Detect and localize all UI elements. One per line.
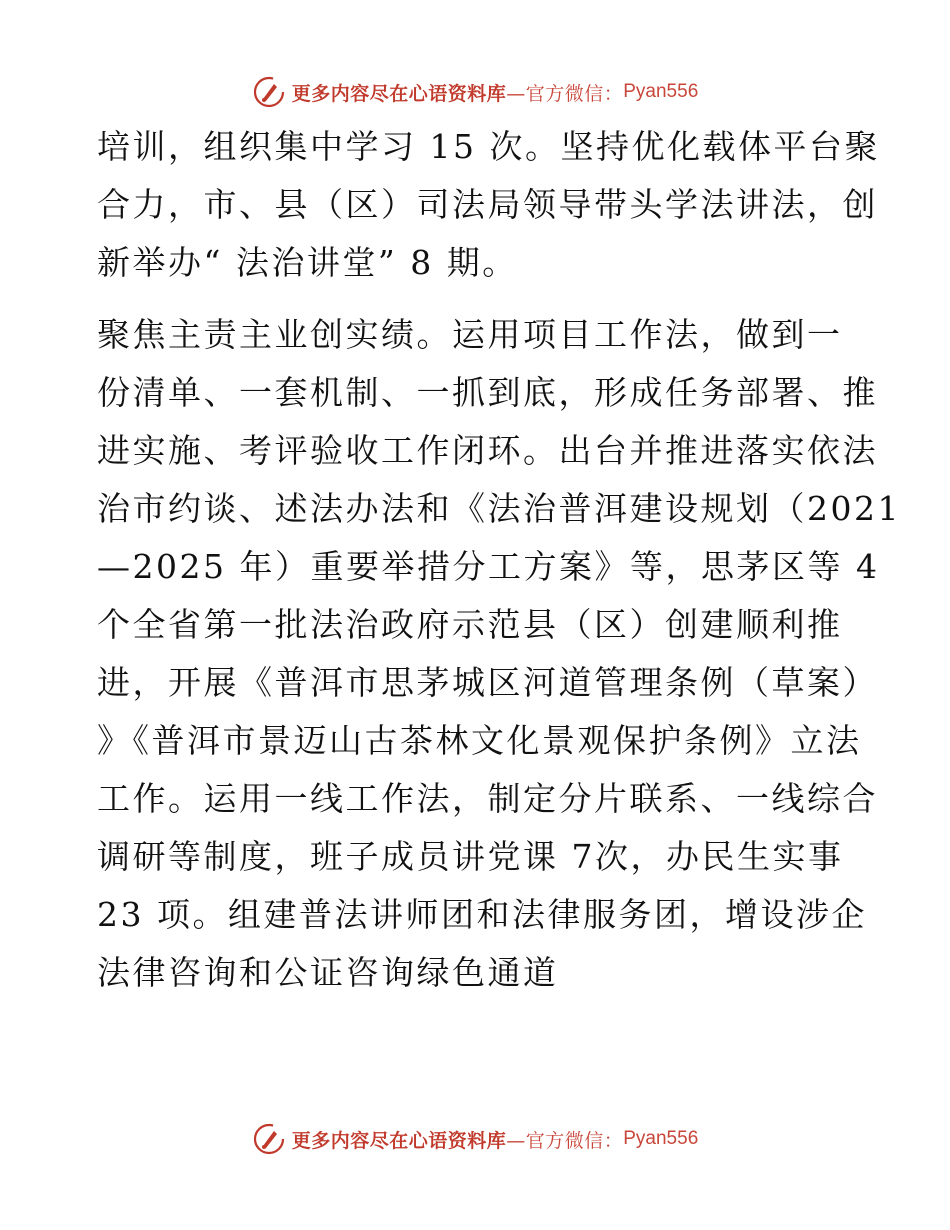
text-line: 新举办“ 法治讲堂” 8 期。	[97, 243, 518, 282]
text-line: 法律咨询和公证咨询绿色通道	[97, 953, 559, 992]
pen-nib-icon	[252, 75, 286, 109]
text-line: 进实施、考评验收工作闭环。出台并推进落实依法	[97, 431, 878, 470]
text-line: 份清单、一套机制、一抓到底，形成任务部署、推	[97, 373, 878, 412]
text-line: 23 项。组建普法讲师团和法律服务团，增设涉企	[97, 895, 867, 934]
text-line: 培训，组织集中学习 15 次。坚持优化载体平台聚	[97, 127, 880, 166]
watermark-sub-text: —官方微信：	[506, 82, 624, 105]
paragraph-2	[97, 306, 901, 1002]
watermark-main-text: 更多内容尽在心语资料库	[291, 1129, 507, 1152]
watermark-sub-text: —官方微信：	[506, 1129, 624, 1152]
text-line: 》《普洱市景迈山古茶林文化景观保护条例》立法	[97, 721, 862, 760]
watermark-account: Pyan556	[623, 1128, 699, 1149]
watermark-header	[0, 72, 950, 112]
text-line: —2025 年）重要举措分工方案》等，思茅区等 4	[97, 547, 880, 586]
text-line: 个全省第一批法治政府示范县（区）创建顺利推	[97, 605, 843, 644]
paragraph-1	[97, 118, 880, 292]
watermark-footer	[0, 1119, 950, 1159]
text-line: 治市约谈、述法办法和《法治普洱建设规划（2021	[97, 489, 901, 528]
text-line: 进，开展《普洱市思茅城区河道管理条例（草案）	[97, 663, 878, 702]
document-body	[97, 118, 901, 1002]
watermark-account: Pyan556	[623, 81, 699, 102]
text-line: 工作。运用一线工作法，制定分片联系、一线综合	[97, 779, 878, 818]
pen-nib-icon	[252, 1122, 286, 1156]
text-line: 聚焦主责主业创实绩。运用项目工作法，做到一	[97, 315, 843, 354]
watermark-main-text: 更多内容尽在心语资料库	[291, 82, 507, 105]
text-line: 调研等制度，班子成员讲党课 7次，办民生实事	[97, 837, 844, 876]
text-line: 合力，市、县（区）司法局领导带头学法讲法，创	[97, 185, 878, 224]
